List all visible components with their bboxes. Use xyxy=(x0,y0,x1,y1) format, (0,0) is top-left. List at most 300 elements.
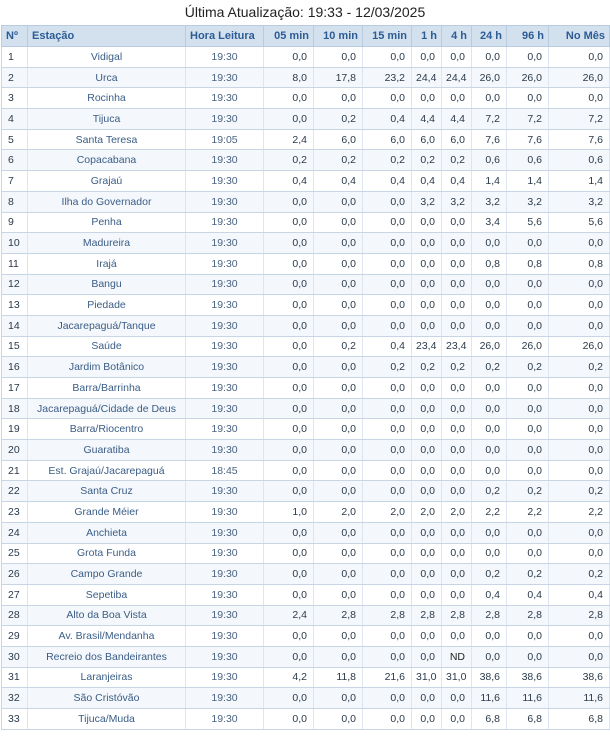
rain-10min: 0,0 xyxy=(314,253,363,274)
rain-1h: 0,0 xyxy=(412,522,442,543)
rain-month: 0,0 xyxy=(549,274,610,295)
rain-4h: 0,0 xyxy=(442,419,472,440)
station-name[interactable]: Anchieta xyxy=(28,522,186,543)
rain-96h: 11,6 xyxy=(507,688,549,709)
rain-24h: 7,2 xyxy=(472,109,507,130)
rain-month: 0,0 xyxy=(549,440,610,461)
table-row xyxy=(2,605,610,626)
reading-time: 19:30 xyxy=(186,295,264,316)
rain-month: 0,0 xyxy=(549,543,610,564)
rain-15min: 0,0 xyxy=(363,626,412,647)
rain-24h: 0,0 xyxy=(472,460,507,481)
rain-24h: 3,2 xyxy=(472,191,507,212)
rain-96h: 0,4 xyxy=(507,584,549,605)
rain-96h: 7,2 xyxy=(507,109,549,130)
rain-5min: 0,0 xyxy=(264,419,314,440)
rain-1h: 0,0 xyxy=(412,564,442,585)
rain-96h: 3,2 xyxy=(507,191,549,212)
table-row xyxy=(2,212,610,233)
rain-month: 0,0 xyxy=(549,522,610,543)
rain-10min: 11,8 xyxy=(314,667,363,688)
reading-time: 19:30 xyxy=(186,47,264,68)
rain-5min: 0,0 xyxy=(264,688,314,709)
station-name[interactable]: Jacarepaguá/Tanque xyxy=(28,315,186,336)
rain-96h: 0,2 xyxy=(507,357,549,378)
rain-10min: 0,0 xyxy=(314,688,363,709)
rain-month: 6,8 xyxy=(549,709,610,730)
rain-4h: 2,0 xyxy=(442,502,472,523)
reading-time: 19:30 xyxy=(186,150,264,171)
station-name[interactable]: Tijuca/Muda xyxy=(28,709,186,730)
station-name[interactable]: Ilha do Governador xyxy=(28,191,186,212)
station-name[interactable]: Grota Funda xyxy=(28,543,186,564)
station-number: 25 xyxy=(2,543,28,564)
rain-15min: 0,0 xyxy=(363,233,412,254)
reading-time: 19:30 xyxy=(186,646,264,667)
header-month[interactable]: No Mês xyxy=(549,26,610,47)
station-number: 14 xyxy=(2,315,28,336)
station-number: 16 xyxy=(2,357,28,378)
rain-5min: 0,0 xyxy=(264,88,314,109)
table-row xyxy=(2,191,610,212)
rain-10min: 0,0 xyxy=(314,460,363,481)
rain-month: 2,2 xyxy=(549,502,610,523)
station-name[interactable]: Jacarepaguá/Cidade de Deus xyxy=(28,398,186,419)
rain-1h: 0,0 xyxy=(412,212,442,233)
rain-96h: 2,2 xyxy=(507,502,549,523)
rain-15min: 0,0 xyxy=(363,253,412,274)
reading-time: 19:30 xyxy=(186,171,264,192)
reading-time: 19:30 xyxy=(186,274,264,295)
station-name[interactable]: Laranjeiras xyxy=(28,667,186,688)
table-row xyxy=(2,584,610,605)
rain-4h: 0,0 xyxy=(442,295,472,316)
rain-10min: 0,0 xyxy=(314,274,363,295)
rain-month: 2,8 xyxy=(549,605,610,626)
rain-10min: 0,0 xyxy=(314,357,363,378)
station-number: 30 xyxy=(2,646,28,667)
rain-96h: 0,0 xyxy=(507,646,549,667)
rain-96h: 0,0 xyxy=(507,274,549,295)
rain-10min: 0,0 xyxy=(314,315,363,336)
page-title: Última Atualização: 19:33 - 12/03/2025 xyxy=(184,4,426,20)
rain-10min: 0,0 xyxy=(314,440,363,461)
rain-1h: 6,0 xyxy=(412,129,442,150)
reading-time: 19:30 xyxy=(186,440,264,461)
rain-15min: 0,0 xyxy=(363,460,412,481)
rain-96h: 0,0 xyxy=(507,295,549,316)
rain-month: 0,0 xyxy=(549,419,610,440)
station-name[interactable]: Guaratiba xyxy=(28,440,186,461)
station-number: 9 xyxy=(2,212,28,233)
rain-10min: 0,0 xyxy=(314,481,363,502)
table-row xyxy=(2,543,610,564)
station-number: 19 xyxy=(2,419,28,440)
table-row xyxy=(2,67,610,88)
station-name[interactable]: São Cristóvão xyxy=(28,688,186,709)
rain-5min: 0,4 xyxy=(264,171,314,192)
reading-time: 19:30 xyxy=(186,315,264,336)
rain-24h: 0,0 xyxy=(472,274,507,295)
rain-month: 0,0 xyxy=(549,233,610,254)
station-name[interactable]: Santa Cruz xyxy=(28,481,186,502)
rain-15min: 0,4 xyxy=(363,336,412,357)
station-name[interactable]: Campo Grande xyxy=(28,564,186,585)
station-name[interactable]: Grajaú xyxy=(28,171,186,192)
header-station[interactable]: Estação xyxy=(28,26,186,47)
rain-10min: 0,0 xyxy=(314,564,363,585)
rain-10min: 17,8 xyxy=(314,67,363,88)
reading-time: 19:30 xyxy=(186,584,264,605)
table-row xyxy=(2,709,610,730)
table-row xyxy=(2,440,610,461)
reading-time: 19:30 xyxy=(186,336,264,357)
rain-1h: 0,0 xyxy=(412,460,442,481)
rain-4h: 0,0 xyxy=(442,253,472,274)
table-row xyxy=(2,626,610,647)
station-name[interactable]: Santa Teresa xyxy=(28,129,186,150)
header-10min[interactable]: 10 min xyxy=(314,26,363,47)
station-number: 28 xyxy=(2,605,28,626)
rain-month: 38,6 xyxy=(549,667,610,688)
table-row xyxy=(2,419,610,440)
rain-24h: 0,0 xyxy=(472,47,507,68)
rain-15min: 0,0 xyxy=(363,419,412,440)
station-number: 6 xyxy=(2,150,28,171)
header-4h[interactable]: 4 h xyxy=(442,26,472,47)
rain-96h: 0,0 xyxy=(507,47,549,68)
rain-month: 0,0 xyxy=(549,47,610,68)
rain-1h: 0,0 xyxy=(412,315,442,336)
rain-96h: 0,0 xyxy=(507,315,549,336)
rain-10min: 0,0 xyxy=(314,233,363,254)
rain-10min: 0,0 xyxy=(314,212,363,233)
rain-15min: 0,0 xyxy=(363,378,412,399)
rain-5min: 0,0 xyxy=(264,626,314,647)
rain-4h: 0,0 xyxy=(442,378,472,399)
rain-1h: 0,2 xyxy=(412,357,442,378)
rain-5min: 2,4 xyxy=(264,605,314,626)
table-row xyxy=(2,171,610,192)
reading-time: 19:30 xyxy=(186,398,264,419)
rain-4h: 0,4 xyxy=(442,171,472,192)
station-name[interactable]: Sepetiba xyxy=(28,584,186,605)
rain-10min: 0,0 xyxy=(314,626,363,647)
table-row xyxy=(2,667,610,688)
station-name[interactable]: Recreio dos Bandeirantes xyxy=(28,646,186,667)
rain-4h: 0,0 xyxy=(442,47,472,68)
rain-15min: 0,0 xyxy=(363,522,412,543)
table-row xyxy=(2,502,610,523)
rain-15min: 0,4 xyxy=(363,109,412,130)
rain-4h: 0,0 xyxy=(442,481,472,502)
station-number: 20 xyxy=(2,440,28,461)
rain-4h: 0,0 xyxy=(442,522,472,543)
rain-15min: 0,4 xyxy=(363,171,412,192)
rain-4h: 0,2 xyxy=(442,357,472,378)
station-name[interactable]: Barra/Barrinha xyxy=(28,378,186,399)
table-row xyxy=(2,564,610,585)
rain-15min: 0,0 xyxy=(363,543,412,564)
rain-month: 0,2 xyxy=(549,564,610,585)
table-row xyxy=(2,109,610,130)
rain-4h: 0,0 xyxy=(442,709,472,730)
rain-10min: 0,0 xyxy=(314,378,363,399)
rain-24h: 0,0 xyxy=(472,646,507,667)
rain-1h: 0,0 xyxy=(412,274,442,295)
reading-time: 19:30 xyxy=(186,357,264,378)
table-row xyxy=(2,253,610,274)
station-name[interactable]: Penha xyxy=(28,212,186,233)
rain-10min: 0,0 xyxy=(314,191,363,212)
rain-1h: 0,0 xyxy=(412,688,442,709)
rain-96h: 6,8 xyxy=(507,709,549,730)
rain-10min: 0,0 xyxy=(314,419,363,440)
header-24h[interactable]: 24 h xyxy=(472,26,507,47)
rain-stations-table xyxy=(1,25,610,730)
rain-4h: 0,0 xyxy=(442,460,472,481)
reading-time: 19:30 xyxy=(186,564,264,585)
rain-5min: 0,0 xyxy=(264,440,314,461)
rain-1h: 3,2 xyxy=(412,191,442,212)
table-row xyxy=(2,460,610,481)
rain-month: 7,6 xyxy=(549,129,610,150)
rain-4h: 4,4 xyxy=(442,109,472,130)
station-name[interactable]: Irajá xyxy=(28,253,186,274)
table-header-row xyxy=(2,26,610,47)
station-number: 15 xyxy=(2,336,28,357)
rain-24h: 1,4 xyxy=(472,171,507,192)
station-name[interactable]: Barra/Riocentro xyxy=(28,419,186,440)
header-reading-time[interactable]: Hora Leitura xyxy=(186,26,264,47)
rain-10min: 0,0 xyxy=(314,543,363,564)
rain-4h: 0,0 xyxy=(442,398,472,419)
rain-96h: 0,8 xyxy=(507,253,549,274)
reading-time: 19:30 xyxy=(186,709,264,730)
rain-5min: 0,0 xyxy=(264,315,314,336)
station-name[interactable]: Av. Brasil/Mendanha xyxy=(28,626,186,647)
rain-96h: 26,0 xyxy=(507,336,549,357)
table-row xyxy=(2,47,610,68)
header-96h[interactable]: 96 h xyxy=(507,26,549,47)
station-number: 29 xyxy=(2,626,28,647)
rain-96h: 38,6 xyxy=(507,667,549,688)
rain-5min: 0,0 xyxy=(264,522,314,543)
rain-5min: 1,0 xyxy=(264,502,314,523)
station-name[interactable]: Alto da Boa Vista xyxy=(28,605,186,626)
station-number: 17 xyxy=(2,378,28,399)
rain-1h: 31,0 xyxy=(412,667,442,688)
rain-10min: 0,0 xyxy=(314,584,363,605)
rain-1h: 0,0 xyxy=(412,295,442,316)
reading-time: 19:30 xyxy=(186,502,264,523)
rain-24h: 0,0 xyxy=(472,378,507,399)
rain-24h: 0,8 xyxy=(472,253,507,274)
reading-time: 19:30 xyxy=(186,667,264,688)
station-number: 27 xyxy=(2,584,28,605)
rain-4h: 0,0 xyxy=(442,440,472,461)
table-row xyxy=(2,646,610,667)
rain-96h: 0,0 xyxy=(507,88,549,109)
rain-5min: 0,0 xyxy=(264,584,314,605)
rain-5min: 0,0 xyxy=(264,109,314,130)
rain-96h: 2,8 xyxy=(507,605,549,626)
rain-15min: 0,0 xyxy=(363,440,412,461)
header-15min[interactable]: 15 min xyxy=(363,26,412,47)
rain-month: 0,2 xyxy=(549,357,610,378)
station-number: 21 xyxy=(2,460,28,481)
table-row xyxy=(2,688,610,709)
rain-month: 0,2 xyxy=(549,481,610,502)
rain-5min: 0,0 xyxy=(264,212,314,233)
rain-24h: 0,0 xyxy=(472,398,507,419)
rain-96h: 0,2 xyxy=(507,564,549,585)
station-name[interactable]: Madureira xyxy=(28,233,186,254)
header-1h[interactable]: 1 h xyxy=(412,26,442,47)
rain-4h: 31,0 xyxy=(442,667,472,688)
station-number: 11 xyxy=(2,253,28,274)
rain-1h: 0,4 xyxy=(412,171,442,192)
rain-15min: 0,0 xyxy=(363,481,412,502)
rain-10min: 0,0 xyxy=(314,522,363,543)
rain-24h: 26,0 xyxy=(472,336,507,357)
rain-10min: 0,0 xyxy=(314,47,363,68)
rain-1h: 0,0 xyxy=(412,47,442,68)
rain-month: 0,0 xyxy=(549,398,610,419)
station-number: 23 xyxy=(2,502,28,523)
rain-1h: 24,4 xyxy=(412,67,442,88)
station-name[interactable]: Copacabana xyxy=(28,150,186,171)
rain-5min: 0,0 xyxy=(264,253,314,274)
rain-month: 0,0 xyxy=(549,295,610,316)
rain-24h: 0,0 xyxy=(472,626,507,647)
rain-1h: 0,0 xyxy=(412,253,442,274)
rain-10min: 0,4 xyxy=(314,171,363,192)
rain-1h: 0,0 xyxy=(412,419,442,440)
rain-15min: 0,0 xyxy=(363,191,412,212)
station-name[interactable]: Piedade xyxy=(28,295,186,316)
rain-4h: 0,0 xyxy=(442,88,472,109)
table-row xyxy=(2,274,610,295)
rain-24h: 38,6 xyxy=(472,667,507,688)
station-name[interactable]: Grande Méier xyxy=(28,502,186,523)
reading-time: 19:30 xyxy=(186,88,264,109)
rain-5min: 0,0 xyxy=(264,460,314,481)
rain-15min: 2,0 xyxy=(363,502,412,523)
rain-5min: 0,2 xyxy=(264,150,314,171)
table-row xyxy=(2,378,610,399)
rain-96h: 26,0 xyxy=(507,67,549,88)
rain-5min: 0,0 xyxy=(264,191,314,212)
rain-15min: 2,8 xyxy=(363,605,412,626)
rain-5min: 4,2 xyxy=(264,667,314,688)
rain-month: 3,2 xyxy=(549,191,610,212)
table-row xyxy=(2,481,610,502)
station-name[interactable]: Tijuca xyxy=(28,109,186,130)
rain-1h: 0,0 xyxy=(412,584,442,605)
reading-time: 19:30 xyxy=(186,109,264,130)
rain-4h: 0,0 xyxy=(442,212,472,233)
rain-24h: 0,2 xyxy=(472,357,507,378)
rain-10min: 0,0 xyxy=(314,646,363,667)
rain-month: 0,0 xyxy=(549,378,610,399)
station-name[interactable]: Rocinha xyxy=(28,88,186,109)
rain-10min: 0,2 xyxy=(314,109,363,130)
rain-1h: 0,0 xyxy=(412,543,442,564)
reading-time: 19:30 xyxy=(186,378,264,399)
rain-10min: 0,0 xyxy=(314,398,363,419)
reading-time: 19:30 xyxy=(186,191,264,212)
rain-15min: 0,0 xyxy=(363,688,412,709)
rain-15min: 0,0 xyxy=(363,88,412,109)
station-number: 31 xyxy=(2,667,28,688)
rain-1h: 0,0 xyxy=(412,709,442,730)
table-row xyxy=(2,357,610,378)
rain-4h: 2,8 xyxy=(442,605,472,626)
rain-10min: 0,0 xyxy=(314,295,363,316)
rain-5min: 0,0 xyxy=(264,233,314,254)
station-name[interactable]: Urca xyxy=(28,67,186,88)
rain-1h: 2,0 xyxy=(412,502,442,523)
station-name[interactable]: Saúde xyxy=(28,336,186,357)
header-number[interactable]: Nº xyxy=(2,26,28,47)
rain-15min: 0,0 xyxy=(363,274,412,295)
rain-24h: 2,2 xyxy=(472,502,507,523)
rain-4h: 0,0 xyxy=(442,543,472,564)
rain-month: 1,4 xyxy=(549,171,610,192)
rain-15min: 6,0 xyxy=(363,129,412,150)
rain-24h: 0,0 xyxy=(472,522,507,543)
station-number: 32 xyxy=(2,688,28,709)
rain-1h: 0,0 xyxy=(412,88,442,109)
station-name[interactable]: Vidigal xyxy=(28,47,186,68)
rain-5min: 0,0 xyxy=(264,646,314,667)
rain-10min: 0,0 xyxy=(314,88,363,109)
rain-4h: 0,0 xyxy=(442,564,472,585)
table-row xyxy=(2,150,610,171)
header-5min[interactable]: 05 min xyxy=(264,26,314,47)
rain-24h: 2,8 xyxy=(472,605,507,626)
rain-month: 0,0 xyxy=(549,315,610,336)
rain-1h: 0,2 xyxy=(412,150,442,171)
station-name[interactable]: Jardim Botânico xyxy=(28,357,186,378)
rain-5min: 8,0 xyxy=(264,67,314,88)
rain-month: 0,0 xyxy=(549,626,610,647)
rain-5min: 0,0 xyxy=(264,481,314,502)
station-name[interactable]: Bangu xyxy=(28,274,186,295)
station-number: 13 xyxy=(2,295,28,316)
rain-1h: 0,0 xyxy=(412,378,442,399)
rain-24h: 0,0 xyxy=(472,419,507,440)
rain-15min: 0,0 xyxy=(363,709,412,730)
rain-96h: 0,6 xyxy=(507,150,549,171)
station-name[interactable]: Est. Grajaú/Jacarepaguá xyxy=(28,460,186,481)
rain-96h: 0,0 xyxy=(507,398,549,419)
table-row xyxy=(2,233,610,254)
rain-5min: 0,0 xyxy=(264,336,314,357)
rain-1h: 0,0 xyxy=(412,398,442,419)
rain-15min: 0,0 xyxy=(363,295,412,316)
station-number: 26 xyxy=(2,564,28,585)
rain-1h: 2,8 xyxy=(412,605,442,626)
rain-month: 0,0 xyxy=(549,88,610,109)
rain-4h: ND xyxy=(442,646,472,667)
rain-24h: 0,2 xyxy=(472,481,507,502)
rain-month: 5,6 xyxy=(549,212,610,233)
station-number: 3 xyxy=(2,88,28,109)
station-number: 7 xyxy=(2,171,28,192)
reading-time: 19:30 xyxy=(186,522,264,543)
